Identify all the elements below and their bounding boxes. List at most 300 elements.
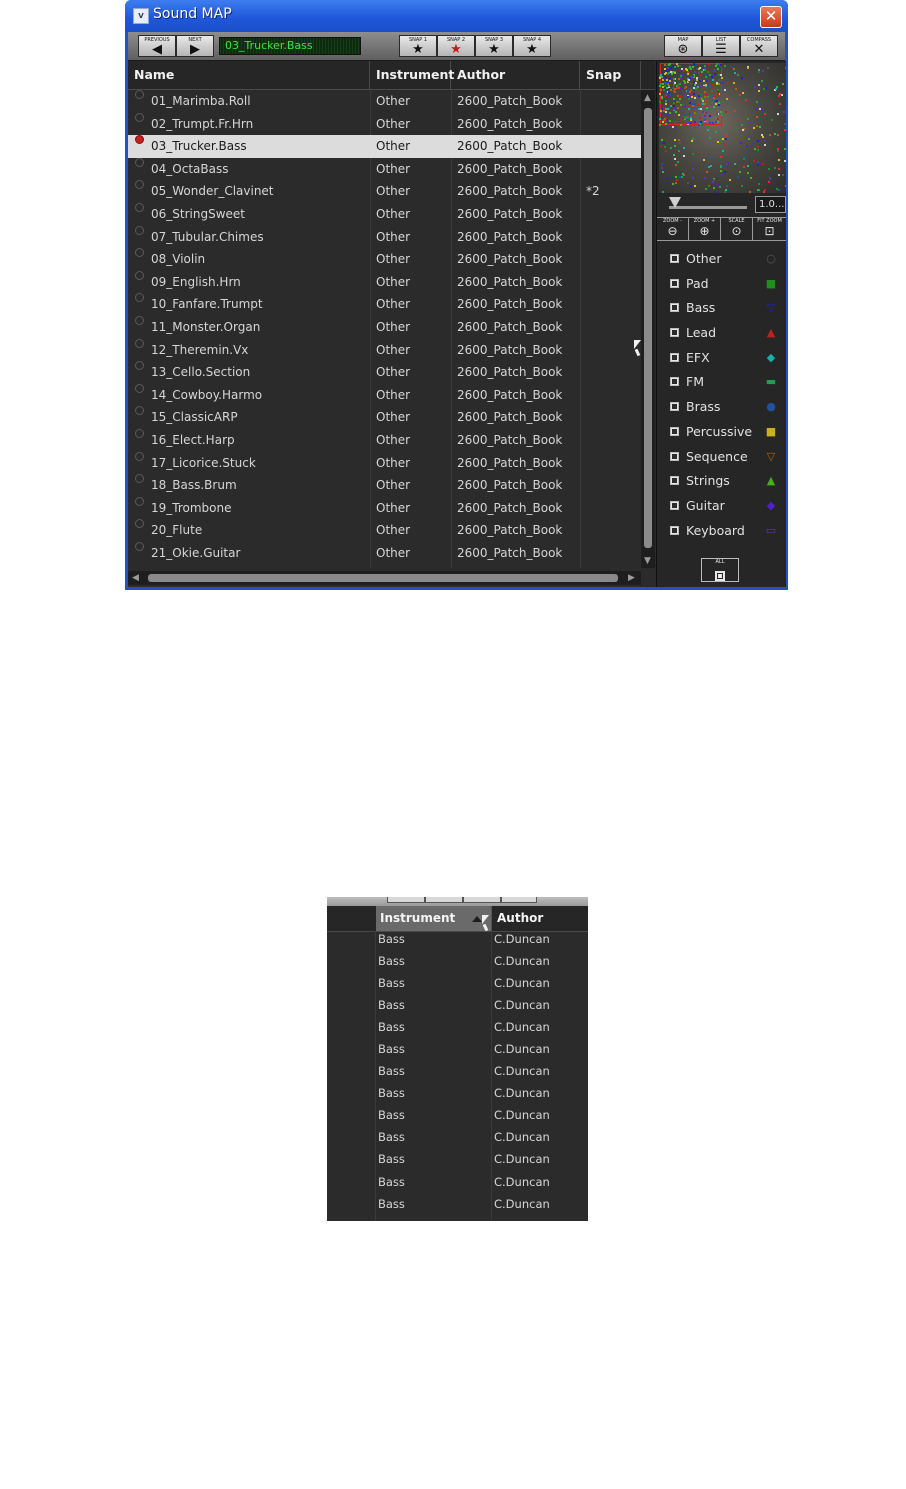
map-point	[762, 136, 764, 138]
horizontal-scrollbar[interactable]	[128, 571, 641, 585]
map-point	[754, 86, 756, 88]
selection-dot-icon	[135, 90, 144, 99]
map-point	[698, 95, 700, 97]
map-point	[665, 103, 667, 105]
legend-label: Bass	[686, 300, 716, 316]
map-point	[720, 64, 722, 66]
map-view-button[interactable]	[664, 35, 702, 57]
scroll-down-icon[interactable]: ▼	[644, 556, 651, 566]
map-point	[687, 122, 689, 124]
map-point	[664, 68, 666, 70]
table-row[interactable]	[128, 135, 641, 158]
map-point	[705, 74, 707, 76]
map-point	[737, 176, 739, 178]
map-point	[712, 158, 714, 160]
map-point	[747, 165, 749, 167]
map-point	[757, 164, 759, 166]
map-point	[713, 179, 715, 181]
scroll-up-icon[interactable]: ▲	[644, 93, 651, 103]
legend-item-other[interactable]	[657, 247, 786, 272]
map-point	[777, 148, 779, 150]
triangle-up-icon: ▲	[766, 326, 776, 340]
map-point	[744, 156, 746, 158]
map-point	[757, 149, 759, 151]
map-point	[721, 101, 723, 103]
map-point	[778, 95, 780, 97]
zoom-value[interactable]: 1.0...	[755, 196, 786, 213]
map-point	[699, 117, 701, 119]
legend-item-strings[interactable]	[657, 469, 786, 494]
list-view-button[interactable]	[702, 35, 740, 57]
map-point	[680, 124, 682, 126]
map-point	[727, 143, 729, 145]
toolbar-fragment-button	[501, 897, 537, 903]
table-row[interactable]	[128, 384, 641, 407]
table-row[interactable]	[128, 452, 641, 475]
map-point	[715, 103, 717, 105]
map-point	[694, 84, 696, 86]
map-point	[716, 113, 718, 115]
legend-item-pad[interactable]	[657, 272, 786, 297]
scroll-left-icon[interactable]: ◀	[132, 573, 139, 583]
patch-author: 2600_Patch_Book	[457, 252, 563, 267]
table-row[interactable]	[128, 293, 641, 316]
map-point	[768, 181, 770, 183]
table-row[interactable]	[128, 316, 641, 339]
patch-list	[128, 61, 655, 587]
patch-instrument: Other	[376, 387, 411, 402]
map-point	[705, 112, 707, 114]
patch-name: 10_Fanfare.Trumpt	[151, 297, 263, 312]
compass-view-button[interactable]	[740, 35, 778, 57]
map-point	[718, 104, 720, 106]
map-point	[778, 168, 780, 170]
map-point	[742, 92, 744, 94]
checkbox[interactable]	[670, 254, 679, 263]
list-rows	[128, 90, 641, 564]
legend-item-fm[interactable]	[657, 370, 786, 395]
map-point	[690, 122, 692, 124]
patch-name: 19_Trombone	[151, 500, 232, 515]
map-point	[677, 95, 679, 97]
checkbox[interactable]	[670, 353, 679, 362]
table-row[interactable]	[327, 1193, 588, 1215]
checkbox[interactable]	[670, 402, 679, 411]
map-point	[726, 98, 728, 100]
map-point	[712, 79, 714, 81]
table-row[interactable]	[128, 429, 641, 452]
map-point	[747, 118, 749, 120]
table-row[interactable]	[327, 1082, 588, 1104]
selection-dot-icon	[135, 248, 144, 257]
table-row[interactable]	[327, 1016, 588, 1038]
map-point	[721, 77, 723, 79]
scale-button[interactable]	[721, 218, 753, 240]
table-row[interactable]	[327, 1126, 588, 1148]
map-point	[677, 161, 679, 163]
map-point	[680, 77, 682, 79]
previous-button[interactable]	[138, 35, 176, 57]
mouse-cursor-icon	[634, 340, 641, 349]
legend-label: Strings	[686, 473, 730, 489]
map-point	[665, 117, 667, 119]
patch-author: C.Duncan	[494, 1108, 550, 1123]
patch-name: 06_StringSweet	[151, 206, 245, 221]
snap-4-button[interactable]	[513, 35, 551, 57]
map-point	[684, 94, 686, 96]
map-point	[667, 108, 669, 110]
zoom-slider-knob[interactable]	[669, 197, 681, 208]
map-point	[682, 74, 684, 76]
map-point	[758, 71, 760, 73]
map-point	[733, 82, 735, 84]
table-row[interactable]	[128, 339, 641, 362]
map-point	[719, 116, 721, 118]
map-point	[756, 101, 758, 103]
patch-instrument: Bass	[378, 1042, 405, 1057]
table-row[interactable]	[327, 1060, 588, 1082]
checkbox[interactable]	[670, 328, 679, 337]
selection-dot-icon	[135, 113, 144, 122]
patch-instrument: Other	[376, 545, 411, 560]
table-row[interactable]	[128, 180, 641, 203]
table-row[interactable]	[327, 1148, 588, 1170]
map-point	[674, 127, 676, 129]
map-point	[706, 107, 708, 109]
patch-name: 01_Marimba.Roll	[151, 94, 251, 108]
toolbar-fragment-button	[387, 897, 425, 903]
map-point	[687, 90, 689, 92]
column-header-instrument[interactable]: Instrument	[370, 61, 451, 89]
map-point	[706, 80, 708, 82]
map-point	[678, 87, 680, 89]
map-point	[660, 112, 662, 114]
patch-name: 05_Wonder_Clavinet	[151, 184, 274, 199]
map-point	[683, 155, 685, 157]
column-header-author[interactable]: Author	[451, 61, 580, 89]
snap-3-button[interactable]	[475, 35, 513, 57]
fit-zoom-button[interactable]	[753, 218, 786, 240]
checkbox[interactable]	[670, 303, 679, 312]
zoom-button-label: ZOOM +	[693, 218, 716, 224]
checkbox[interactable]	[670, 279, 679, 288]
scroll-right-icon[interactable]: ▶	[628, 573, 635, 583]
inset-column-header-author[interactable]: Author	[491, 906, 588, 931]
next-label: NEXT	[188, 37, 202, 43]
all-label: ALL	[715, 559, 725, 565]
patch-author: 2600_Patch_Book	[457, 139, 563, 154]
legend-item-percussive[interactable]	[657, 420, 786, 445]
map-point	[757, 161, 759, 163]
column-header-name[interactable]: Name	[128, 61, 370, 89]
map-point	[679, 98, 681, 100]
map-point	[718, 83, 720, 85]
map-point	[663, 110, 665, 112]
patch-instrument: Bass	[378, 1020, 405, 1035]
map-point	[735, 127, 737, 129]
map-point	[668, 95, 670, 97]
map-point	[674, 139, 676, 141]
map-point	[704, 177, 706, 179]
patch-instrument: Other	[376, 500, 411, 515]
map-point	[677, 107, 679, 109]
patch-author: 2600_Patch_Book	[457, 116, 563, 131]
patch-author: C.Duncan	[494, 1042, 550, 1057]
map-point	[771, 119, 773, 121]
patch-instrument: Other	[376, 206, 411, 221]
inset-rows	[327, 928, 588, 1215]
map-point	[688, 106, 690, 108]
map-point	[706, 120, 708, 122]
map-point	[778, 159, 780, 161]
table-row[interactable]	[128, 203, 641, 226]
snap-label: SNAP 3	[484, 37, 504, 43]
map-point	[702, 111, 704, 113]
patch-author: C.Duncan	[494, 1196, 550, 1211]
selection-dot-icon	[135, 180, 144, 189]
patch-name: 04_OctaBass	[151, 161, 229, 176]
map-point	[724, 89, 726, 91]
zoom-out-button[interactable]	[657, 218, 689, 240]
table-row[interactable]	[128, 226, 641, 249]
map-point	[679, 176, 681, 178]
toolbar-fragment-button	[425, 897, 463, 903]
map-point	[692, 105, 694, 107]
map-point	[750, 177, 752, 179]
patch-author: 2600_Patch_Book	[457, 387, 563, 402]
patch-instrument: Other	[376, 274, 411, 289]
close-button[interactable]: ✕	[760, 6, 782, 28]
window-title: Sound MAP	[153, 6, 232, 22]
map-point	[676, 179, 678, 181]
map-point	[699, 85, 701, 87]
map-point	[673, 98, 675, 100]
map-point	[758, 189, 760, 191]
map-point	[711, 90, 713, 92]
map-point	[663, 142, 665, 144]
table-row[interactable]	[327, 1038, 588, 1060]
map-point	[687, 117, 689, 119]
patch-instrument: Other	[376, 342, 411, 357]
checkbox[interactable]	[670, 452, 679, 461]
snap-2-button[interactable]	[437, 35, 475, 57]
map-point	[688, 108, 690, 110]
patch-name: 21_Okie.Guitar	[151, 545, 241, 560]
legend-label: Other	[686, 251, 722, 266]
patch-author: 2600_Patch_Book	[457, 274, 563, 289]
map-point	[692, 138, 694, 140]
map-point	[764, 140, 766, 142]
map-point	[713, 106, 715, 108]
inset-column-header-instrument-label: Instrument	[380, 911, 456, 925]
selection-dot-icon	[135, 271, 144, 280]
selection-dot-icon	[135, 429, 144, 438]
patch-instrument: Other	[376, 252, 411, 267]
table-row[interactable]	[327, 1171, 588, 1193]
map-point	[675, 176, 677, 178]
map-point	[673, 154, 675, 156]
rect-outline-icon: ▭	[765, 523, 777, 537]
legend-label: Percussive	[686, 423, 753, 439]
map-point	[699, 67, 701, 69]
map-point	[705, 76, 707, 78]
selection-dot-icon	[135, 316, 144, 325]
map-point	[733, 68, 735, 70]
map-point	[777, 113, 779, 115]
legend-item-sequence[interactable]	[657, 445, 786, 470]
vertical-scroll-thumb[interactable]	[644, 108, 652, 548]
map-point	[763, 191, 765, 193]
map-point	[696, 79, 698, 81]
checkbox[interactable]	[670, 501, 679, 510]
selection-dot-icon	[135, 203, 144, 212]
patch-snap: *2	[586, 184, 600, 199]
map-point	[698, 108, 700, 110]
table-row[interactable]	[128, 90, 641, 113]
map-point	[776, 86, 778, 88]
table-row[interactable]	[128, 271, 641, 294]
map-point	[739, 94, 741, 96]
circle-icon: ●	[766, 400, 776, 414]
selection-dot-icon	[135, 361, 144, 370]
map-point	[722, 150, 724, 152]
checkbox[interactable]	[670, 427, 679, 436]
map-point	[701, 71, 703, 73]
list-header	[128, 61, 655, 90]
table-row[interactable]	[128, 113, 641, 136]
map-point	[720, 165, 722, 167]
map-point	[690, 119, 692, 121]
map-point	[741, 185, 743, 187]
map-point	[714, 70, 716, 72]
selection-dot-icon	[135, 226, 144, 235]
legend-item-efx[interactable]	[657, 346, 786, 371]
legend-item-lead[interactable]	[657, 321, 786, 346]
mouse-cursor-icon	[482, 915, 489, 924]
patch-author: C.Duncan	[494, 954, 550, 969]
table-row[interactable]	[327, 1104, 588, 1126]
map-point	[717, 121, 719, 123]
map-point	[696, 68, 698, 70]
star-icon: ★	[488, 42, 500, 57]
map-point	[735, 88, 737, 90]
patch-instrument: Bass	[378, 1086, 405, 1101]
map-point	[661, 139, 663, 141]
selection-dot-icon	[135, 474, 144, 483]
map-point	[694, 71, 696, 73]
map-point	[699, 80, 701, 82]
list-icon: ☰	[715, 42, 727, 57]
map-point	[754, 148, 756, 150]
zoom-in-button[interactable]	[689, 218, 721, 240]
table-row[interactable]	[128, 361, 641, 384]
patch-author: 2600_Patch_Book	[457, 410, 563, 425]
map-point	[688, 79, 690, 81]
map-point	[765, 87, 767, 89]
patch-author: 2600_Patch_Book	[457, 229, 563, 244]
column-header-snap[interactable]: Snap	[580, 61, 641, 89]
map-point	[673, 102, 675, 104]
patch-name: 07_Tubular.Chimes	[151, 229, 264, 244]
compass-icon: ✕	[753, 42, 765, 57]
table-row[interactable]	[128, 519, 641, 542]
horizontal-scroll-thumb[interactable]	[148, 574, 618, 582]
title-bar[interactable]	[125, 0, 788, 32]
patch-author: C.Duncan	[494, 932, 550, 946]
map-point	[662, 191, 664, 193]
map-point	[694, 112, 696, 114]
map-point	[666, 178, 668, 180]
map-point	[706, 171, 708, 173]
table-row[interactable]	[128, 248, 641, 271]
star-icon: ★	[450, 42, 462, 57]
sound-map-view[interactable]	[659, 63, 786, 193]
table-row[interactable]	[128, 542, 641, 565]
patch-instrument: Bass	[378, 1064, 405, 1079]
next-button[interactable]	[176, 35, 214, 57]
map-point	[690, 117, 692, 119]
map-point	[663, 107, 665, 109]
map-point	[761, 80, 763, 82]
zoom-button-label: FIT ZOOM	[757, 218, 782, 224]
map-point	[664, 64, 666, 66]
table-row[interactable]	[327, 972, 588, 994]
map-point	[719, 186, 721, 188]
checkbox[interactable]	[670, 476, 679, 485]
map-point	[675, 182, 677, 184]
legend-label: Keyboard	[686, 522, 745, 538]
vertical-scrollbar[interactable]	[641, 90, 655, 568]
zoom-slider-row	[659, 194, 786, 216]
table-row[interactable]	[327, 994, 588, 1016]
map-point	[664, 146, 666, 148]
map-point	[785, 67, 786, 69]
map-icon: ⊛	[677, 42, 689, 57]
legend-item-brass[interactable]	[657, 395, 786, 420]
map-point	[784, 123, 786, 125]
map-point	[680, 104, 682, 106]
map-point	[743, 158, 745, 160]
patch-author: 2600_Patch_Book	[457, 500, 563, 515]
table-row[interactable]	[128, 474, 641, 497]
patch-author: 2600_Patch_Book	[457, 342, 563, 357]
table-row[interactable]	[128, 497, 641, 520]
map-point	[753, 160, 755, 162]
map-point	[697, 104, 699, 106]
patch-author: 2600_Patch_Book	[457, 478, 563, 493]
checkbox[interactable]	[670, 526, 679, 535]
map-point	[756, 125, 758, 127]
map-point	[681, 176, 683, 178]
legend-item-bass[interactable]	[657, 296, 786, 321]
snap-1-button[interactable]	[399, 35, 437, 57]
legend-item-guitar[interactable]	[657, 494, 786, 519]
map-point	[749, 191, 751, 193]
checkbox[interactable]	[670, 377, 679, 386]
map-point	[672, 183, 674, 185]
all-button[interactable]	[701, 558, 739, 582]
legend-item-keyboard[interactable]	[657, 519, 786, 544]
table-row[interactable]	[327, 950, 588, 972]
map-point	[698, 72, 700, 74]
map-point	[687, 73, 689, 75]
map-point	[662, 171, 664, 173]
map-point	[720, 166, 722, 168]
table-row[interactable]	[128, 158, 641, 181]
table-row[interactable]	[327, 928, 588, 950]
toolbar-fragment	[327, 897, 588, 906]
table-row[interactable]	[128, 406, 641, 429]
